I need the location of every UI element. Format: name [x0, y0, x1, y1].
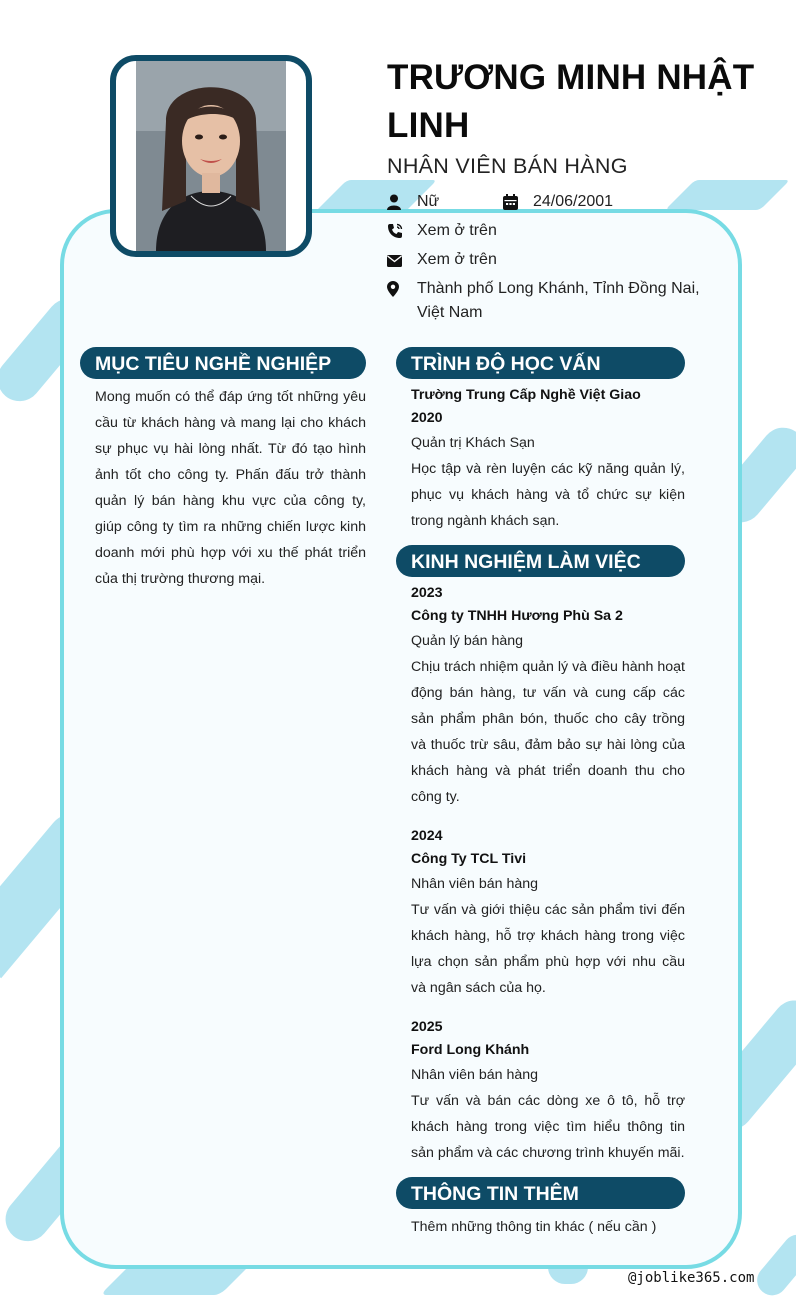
- phone-info: [387, 219, 687, 243]
- gender-info: [387, 190, 497, 214]
- decorative-stripe: [751, 1229, 796, 1301]
- address-info: [387, 277, 717, 327]
- experience-year: 2024: [411, 828, 443, 844]
- experience-company: Công ty TNHH Hương Phù Sa 2: [411, 608, 623, 624]
- education-description: Học tập và rèn luyện các kỹ năng quản lý, phục vụ khách hàng và tổ chức sự kiện trong ngành khách sạn.: [411, 461, 685, 529]
- profile-photo: [110, 55, 312, 257]
- education-school: Trường Trung Cấp Nghề Việt Giao: [411, 387, 641, 403]
- experience-position: Nhân viên bán hàng: [411, 1067, 539, 1083]
- decorative-stripe: [665, 180, 790, 210]
- objective-text: Mong muốn có thể đáp ứng tốt những yêu cầu từ khách hàng và mang lại cho khách sự phục vụ hài lòng nhất. Từ đó tạo hình ảnh tốt cho công ty. Phấn đấu trở thành quản lý bán hàng khu vực của công ty, giúp công ty tìm ra những chiến lược kinh doanh mới phù hợp với xu thế phát triển của thị trường thương mại.: [95, 389, 366, 587]
- experience-position: Nhân viên bán hàng: [411, 876, 539, 892]
- additional-heading: THÔNG TIN THÊM: [396, 1177, 685, 1209]
- experience-description: Tư vấn và giới thiệu các sản phẩm tivi đến khách hàng, hỗ trợ khách hàng trong việc lựa chọn sản phẩm phù hợp với nhu cầu và ngân sách của họ.: [411, 902, 685, 996]
- experience-description: Tư vấn và bán các dòng xe ô tô, hỗ trợ khách hàng trong việc tìm hiểu thông tin sản phẩm và các chương trình khuyến mãi.: [411, 1093, 685, 1161]
- candidate-name: TRƯƠNG MINH NHẬT LINH: [387, 58, 755, 145]
- email-value: Xem ở trên: [417, 251, 497, 268]
- footer-watermark: @joblike365.com: [628, 1270, 755, 1286]
- experience-year: 2025: [411, 1019, 443, 1035]
- education-year: 2020: [411, 410, 443, 426]
- experience-company: Công Ty TCL Tivi: [411, 851, 527, 867]
- address-line-1: Thành phố Long Khánh, Tỉnh Đồng Nai,: [417, 280, 700, 297]
- experience-position: Quản lý bán hàng: [411, 633, 524, 649]
- birthdate-info: [503, 190, 643, 214]
- education-major: Quản trị Khách Sạn: [411, 435, 535, 451]
- birthdate-value: 24/06/2001: [533, 193, 614, 210]
- education-heading: TRÌNH ĐỘ HỌC VẤN: [396, 347, 685, 379]
- experience-description: Chịu trách nhiệm quản lý và điều hành hoạt động bán hàng, tư vấn và cung cấp các sản phẩm phân bón, thuốc cho cây trồng và thuốc trừ sâu, đảm bảo sự hài lòng của khách hàng và phát triển doanh thu cho công ty.: [411, 659, 685, 805]
- envelope-icon: [387, 252, 403, 276]
- objective-heading: MỤC TIÊU NGHỀ NGHIỆP: [80, 347, 366, 379]
- experience-company: Ford Long Khánh: [411, 1042, 530, 1058]
- additional-text: Thêm những thông tin khác ( nếu cần ): [411, 1219, 657, 1235]
- map-pin-icon: [387, 281, 399, 305]
- user-icon: [387, 194, 401, 218]
- gender-value: Nữ: [417, 193, 440, 210]
- job-title: NHÂN VIÊN BÁN HÀNG: [387, 154, 628, 178]
- calendar-icon: [503, 194, 518, 218]
- address-line-2: Việt Nam: [417, 304, 483, 321]
- avatar: [136, 61, 286, 251]
- experience-year: 2023: [411, 585, 443, 601]
- phone-value: Xem ở trên: [417, 222, 497, 239]
- email-info: [387, 248, 687, 272]
- experience-heading: KINH NGHIỆM LÀM VIỆC: [396, 545, 685, 577]
- phone-icon: [387, 223, 403, 247]
